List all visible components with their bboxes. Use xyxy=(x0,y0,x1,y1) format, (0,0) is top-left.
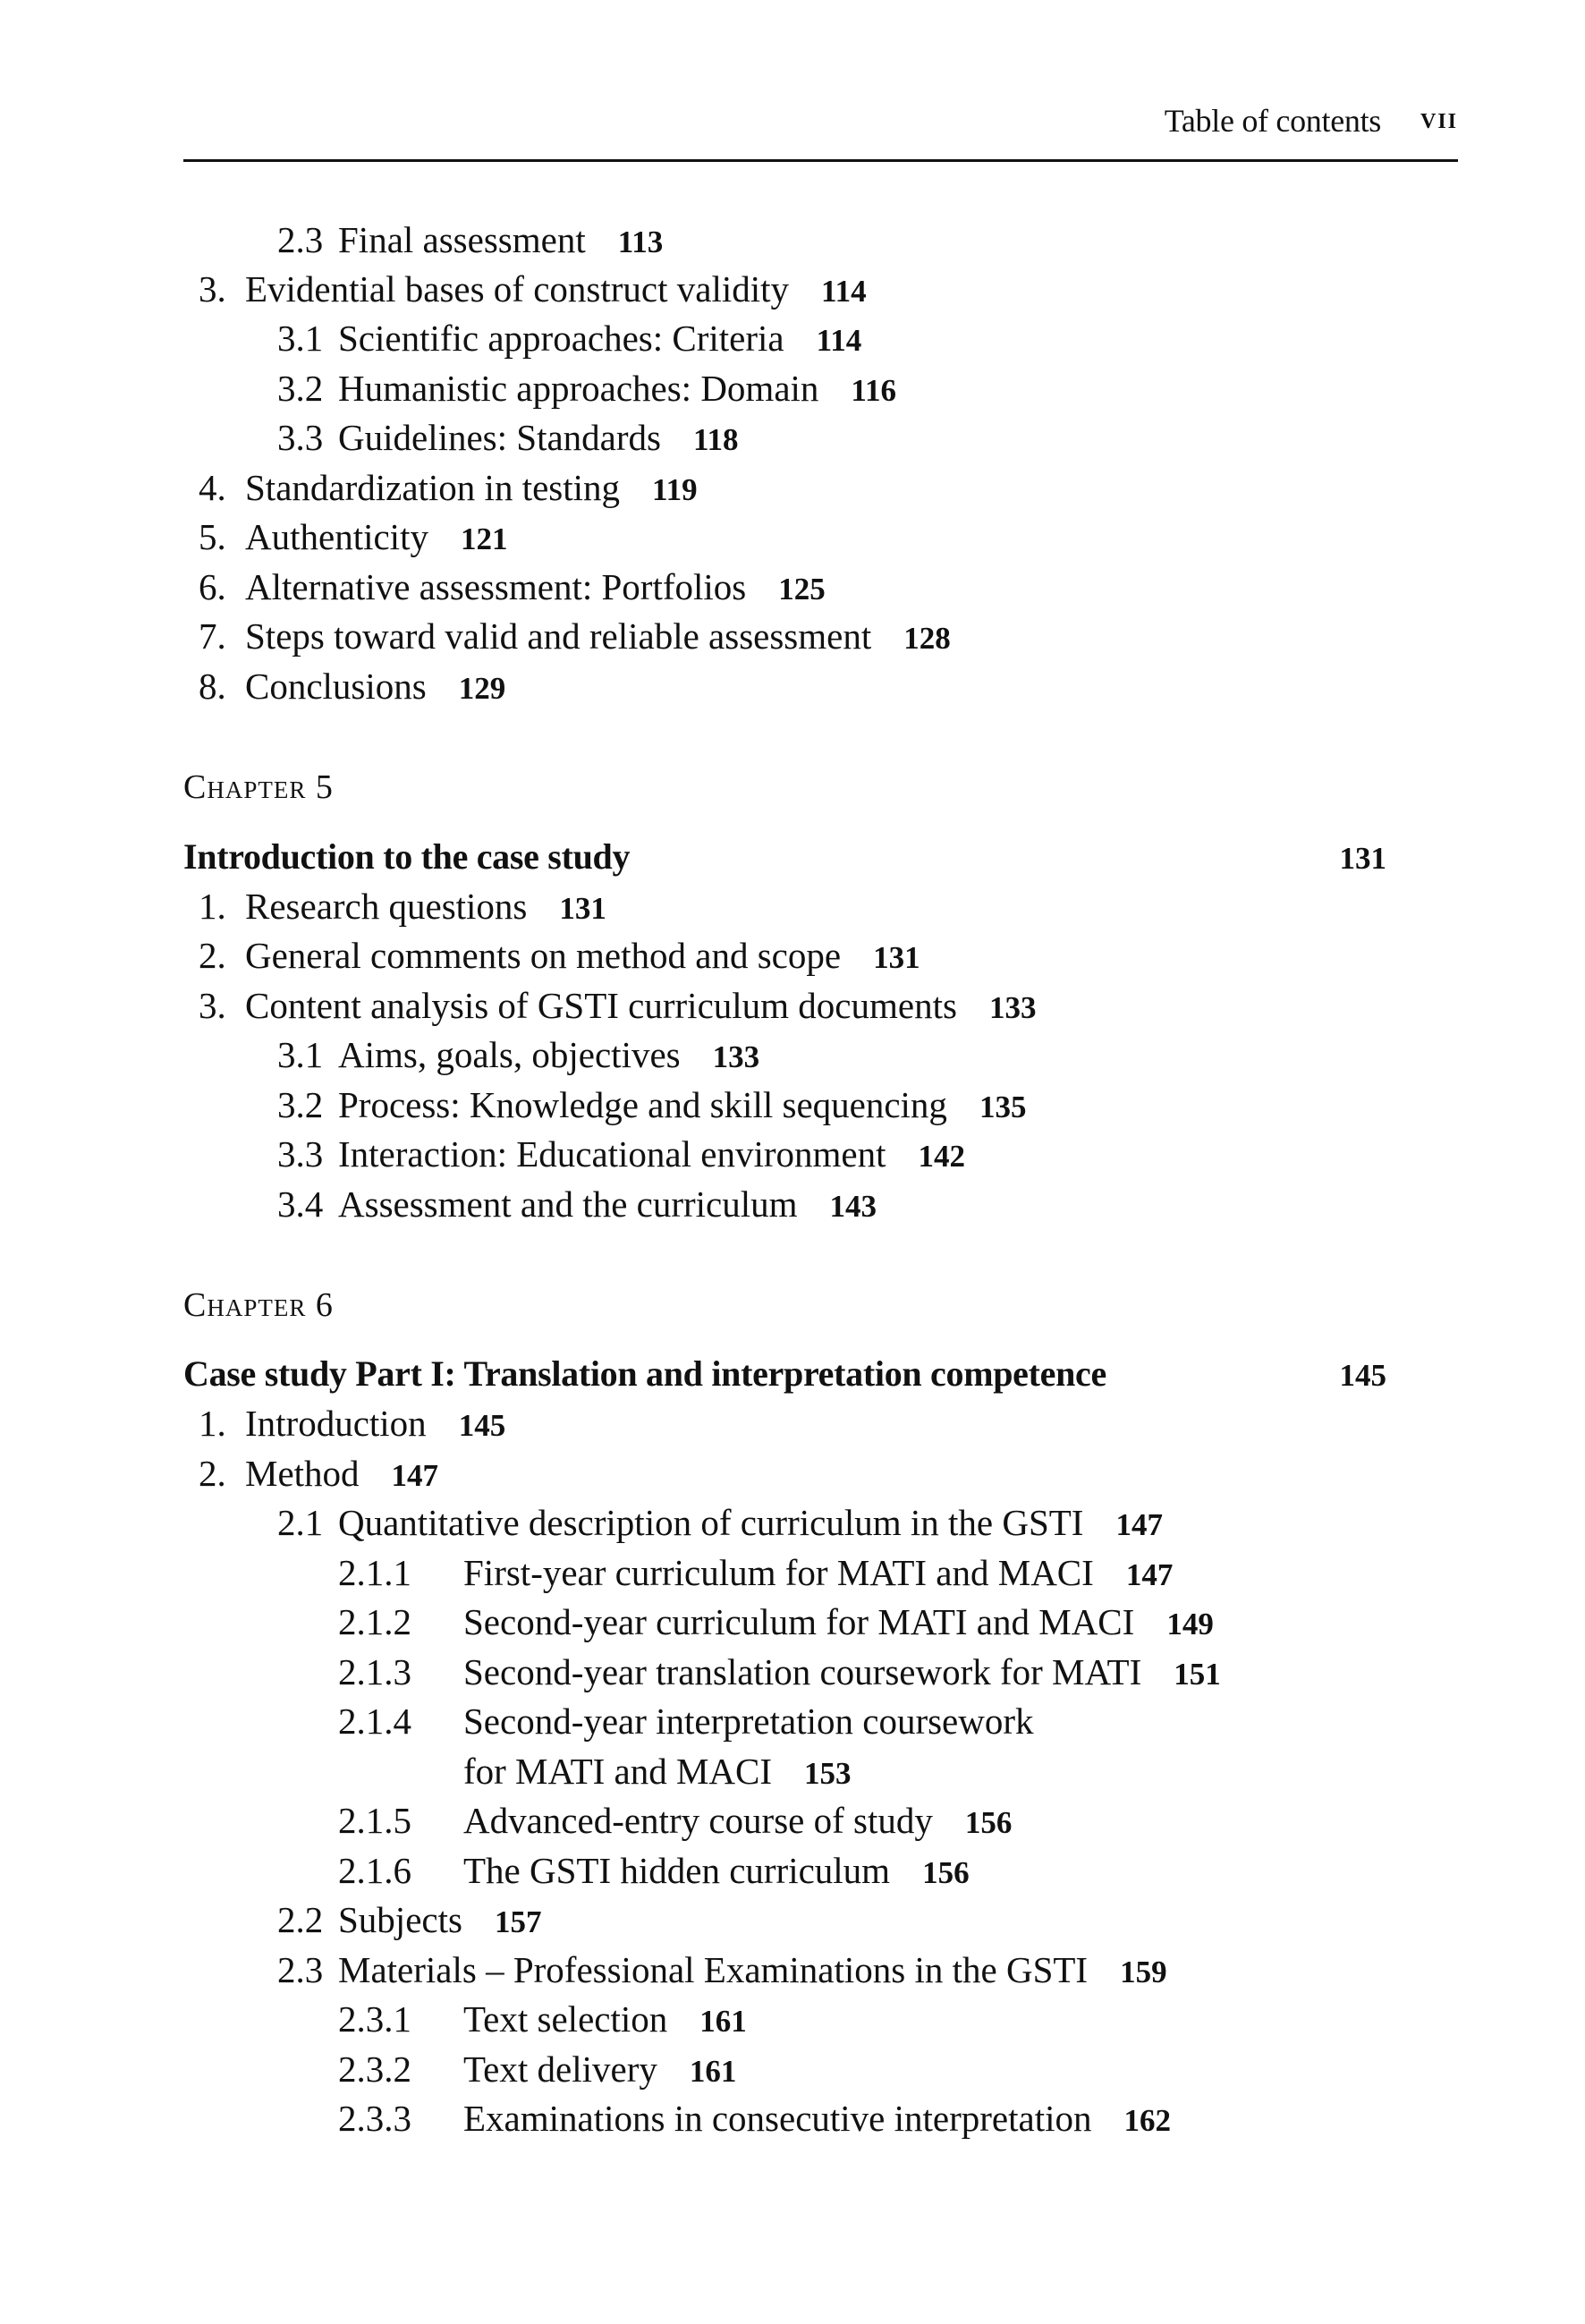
toc-entry-title: Process: Knowledge and skill sequencing xyxy=(338,1084,947,1125)
toc-entry-number: 1. xyxy=(199,886,226,927)
toc-entry-title: Quantitative description of curriculum in the GSTI xyxy=(338,1502,1084,1543)
toc-entry-title: Text delivery xyxy=(463,2048,657,2090)
toc-entry-number: 7. xyxy=(199,615,226,657)
toc-entry-title: The GSTI hidden curriculum xyxy=(463,1850,891,1891)
chapter-label: Chapter 5 xyxy=(183,768,334,806)
toc-entry-page: 143 xyxy=(829,1189,877,1224)
toc-entry-number: 2. xyxy=(199,1453,226,1494)
toc-entry-number: 8. xyxy=(199,666,226,707)
toc-entry-page: 131 xyxy=(873,940,920,975)
toc-entry-page: 156 xyxy=(964,1805,1013,1840)
running-header-title: Table of contents xyxy=(1164,103,1381,139)
toc-entry-title: Alternative assessment: Portfolios xyxy=(245,566,747,607)
toc-entry-page: 116 xyxy=(851,373,896,408)
toc-entry-number: 2.1.1 xyxy=(338,1552,411,1593)
toc-entry-number: 2.1.3 xyxy=(338,1651,411,1692)
toc-entry-number: 2.1.5 xyxy=(338,1800,411,1841)
toc-entry-number: 2.3.2 xyxy=(338,2048,411,2090)
toc-entry-title: Materials – Professional Examinations in the GSTI xyxy=(338,1949,1089,1990)
toc-entry-title: Humanistic approaches: Domain xyxy=(338,368,819,409)
toc-entry-title: Assessment and the curriculum xyxy=(338,1183,798,1225)
toc-entry-page: 159 xyxy=(1120,1955,1167,1989)
toc-entry-number: 2.3.1 xyxy=(338,1998,411,2040)
toc-entry-page: 147 xyxy=(391,1458,439,1493)
toc-entry-page: 125 xyxy=(778,572,826,606)
toc-entry-number: 3.1 xyxy=(277,318,324,359)
toc-entry-continuation[interactable] xyxy=(463,1749,852,1796)
toc-entry-page: 145 xyxy=(458,1408,506,1443)
toc-entry-title: Text selection xyxy=(463,1998,668,2040)
toc-entry-number: 2.1.6 xyxy=(338,1850,411,1891)
toc-entry-page: 133 xyxy=(988,990,1037,1025)
toc-entry-title: Research questions xyxy=(245,886,528,927)
toc-entry-title: Second-year curriculum for MATI and MACI xyxy=(463,1601,1135,1642)
toc-entry-page: 157 xyxy=(494,1904,542,1939)
toc-entry-number: 3.3 xyxy=(277,1133,324,1175)
toc-entry-page: 118 xyxy=(692,422,739,457)
toc-entry-title: Subjects xyxy=(338,1899,462,1940)
toc-entry-number: 3.1 xyxy=(277,1034,324,1075)
toc-entry-number: 6. xyxy=(199,566,226,607)
toc-entry-page: 162 xyxy=(1123,2103,1171,2138)
toc-entry-page: 161 xyxy=(699,2004,747,2039)
toc-entry-page: 149 xyxy=(1166,1607,1214,1641)
chapter-page: 131 xyxy=(1339,841,1386,876)
toc-entry-page: 142 xyxy=(918,1139,965,1174)
toc-entry-title: Evidential bases of construct validity xyxy=(245,268,790,310)
toc-entry-number: 3. xyxy=(199,985,226,1026)
toc-entry-number: 3. xyxy=(199,268,226,310)
toc-entry-title-continuation: for MATI and MACI xyxy=(463,1751,773,1792)
toc-entry-title: Aims, goals, objectives xyxy=(338,1034,681,1075)
toc-entry-page: 121 xyxy=(460,522,508,556)
toc-entry-number: 2.1 xyxy=(277,1502,324,1543)
toc-entry-title: Content analysis of GSTI curriculum documents xyxy=(245,985,957,1026)
toc-entry-title: Interaction: Educational environment xyxy=(338,1133,886,1175)
toc-entry-title: Introduction xyxy=(245,1403,427,1444)
toc-entry-page: 128 xyxy=(903,621,951,656)
toc-entry-page: 131 xyxy=(559,891,606,926)
toc-entry-title: Conclusions xyxy=(245,666,427,707)
toc-entry-page: 153 xyxy=(804,1756,852,1791)
chapter-title[interactable]: Introduction to the case study xyxy=(183,836,631,877)
toc-entry-number: 2.1.2 xyxy=(338,1601,411,1642)
running-header xyxy=(183,97,1458,162)
toc-entry-number: 2.3 xyxy=(277,1949,324,1990)
page-number: vii xyxy=(1420,102,1458,135)
toc-entry-page: 129 xyxy=(458,671,506,706)
toc-entry-number: 2.2 xyxy=(277,1899,324,1940)
toc-entry-page: 133 xyxy=(712,1039,760,1074)
toc-entry-number: 3.3 xyxy=(277,417,324,458)
toc-entry-title: Scientific approaches: Criteria xyxy=(338,318,784,359)
toc-entry-title: Guidelines: Standards xyxy=(338,417,661,458)
toc-entry-title: Authenticity xyxy=(245,516,428,557)
toc-entry-title: General comments on method and scope xyxy=(245,935,842,976)
toc-entry-title: Final assessment xyxy=(338,219,586,260)
toc-entry-page: 114 xyxy=(821,274,867,309)
toc-entry-title: Advanced-entry course of study xyxy=(463,1800,933,1841)
toc-entry-page: 151 xyxy=(1174,1657,1221,1692)
toc-entry-title: Examinations in consecutive interpretation xyxy=(463,2098,1092,2139)
toc-entry-number: 2. xyxy=(199,935,226,976)
toc-entry-number: 5. xyxy=(199,516,226,557)
toc-entry-page: 156 xyxy=(922,1855,970,1890)
toc-entry-title: Standardization in testing xyxy=(245,467,621,508)
chapter-page: 145 xyxy=(1339,1358,1386,1393)
toc-entry-number: 2.1.4 xyxy=(338,1701,411,1742)
chapter-label: Chapter 6 xyxy=(183,1286,334,1324)
toc-entry-page: 147 xyxy=(1125,1557,1174,1592)
toc-entry-title: Second-year interpretation coursework xyxy=(463,1701,1034,1742)
toc-entry-page: 135 xyxy=(979,1090,1027,1124)
toc-entry-page: 147 xyxy=(1115,1507,1163,1542)
toc-entry-title: Method xyxy=(245,1453,360,1494)
toc-entry-number: 3.2 xyxy=(277,368,324,409)
toc-entry-page: 161 xyxy=(689,2054,737,2089)
toc-entry-page: 114 xyxy=(816,323,862,358)
toc-entry-title: First-year curriculum for MATI and MACI xyxy=(463,1552,1094,1593)
toc-entry-number: 3.4 xyxy=(277,1183,324,1225)
chapter-title[interactable]: Case study Part I: Translation and interpretation competence xyxy=(183,1353,1106,1394)
toc-entry-number: 2.3.3 xyxy=(338,2098,411,2139)
toc-entry-number: 1. xyxy=(199,1403,226,1444)
toc-entry-number: 2.3 xyxy=(277,219,324,260)
toc-entry-number: 3.2 xyxy=(277,1084,324,1125)
toc-entry-page: 113 xyxy=(617,225,664,259)
toc-entry-title: Steps toward valid and reliable assessment xyxy=(245,615,872,657)
toc-entry-title: Second-year translation coursework for MATI xyxy=(463,1651,1142,1692)
toc-entry-page: 119 xyxy=(652,472,698,507)
toc-entry-number: 4. xyxy=(199,467,226,508)
